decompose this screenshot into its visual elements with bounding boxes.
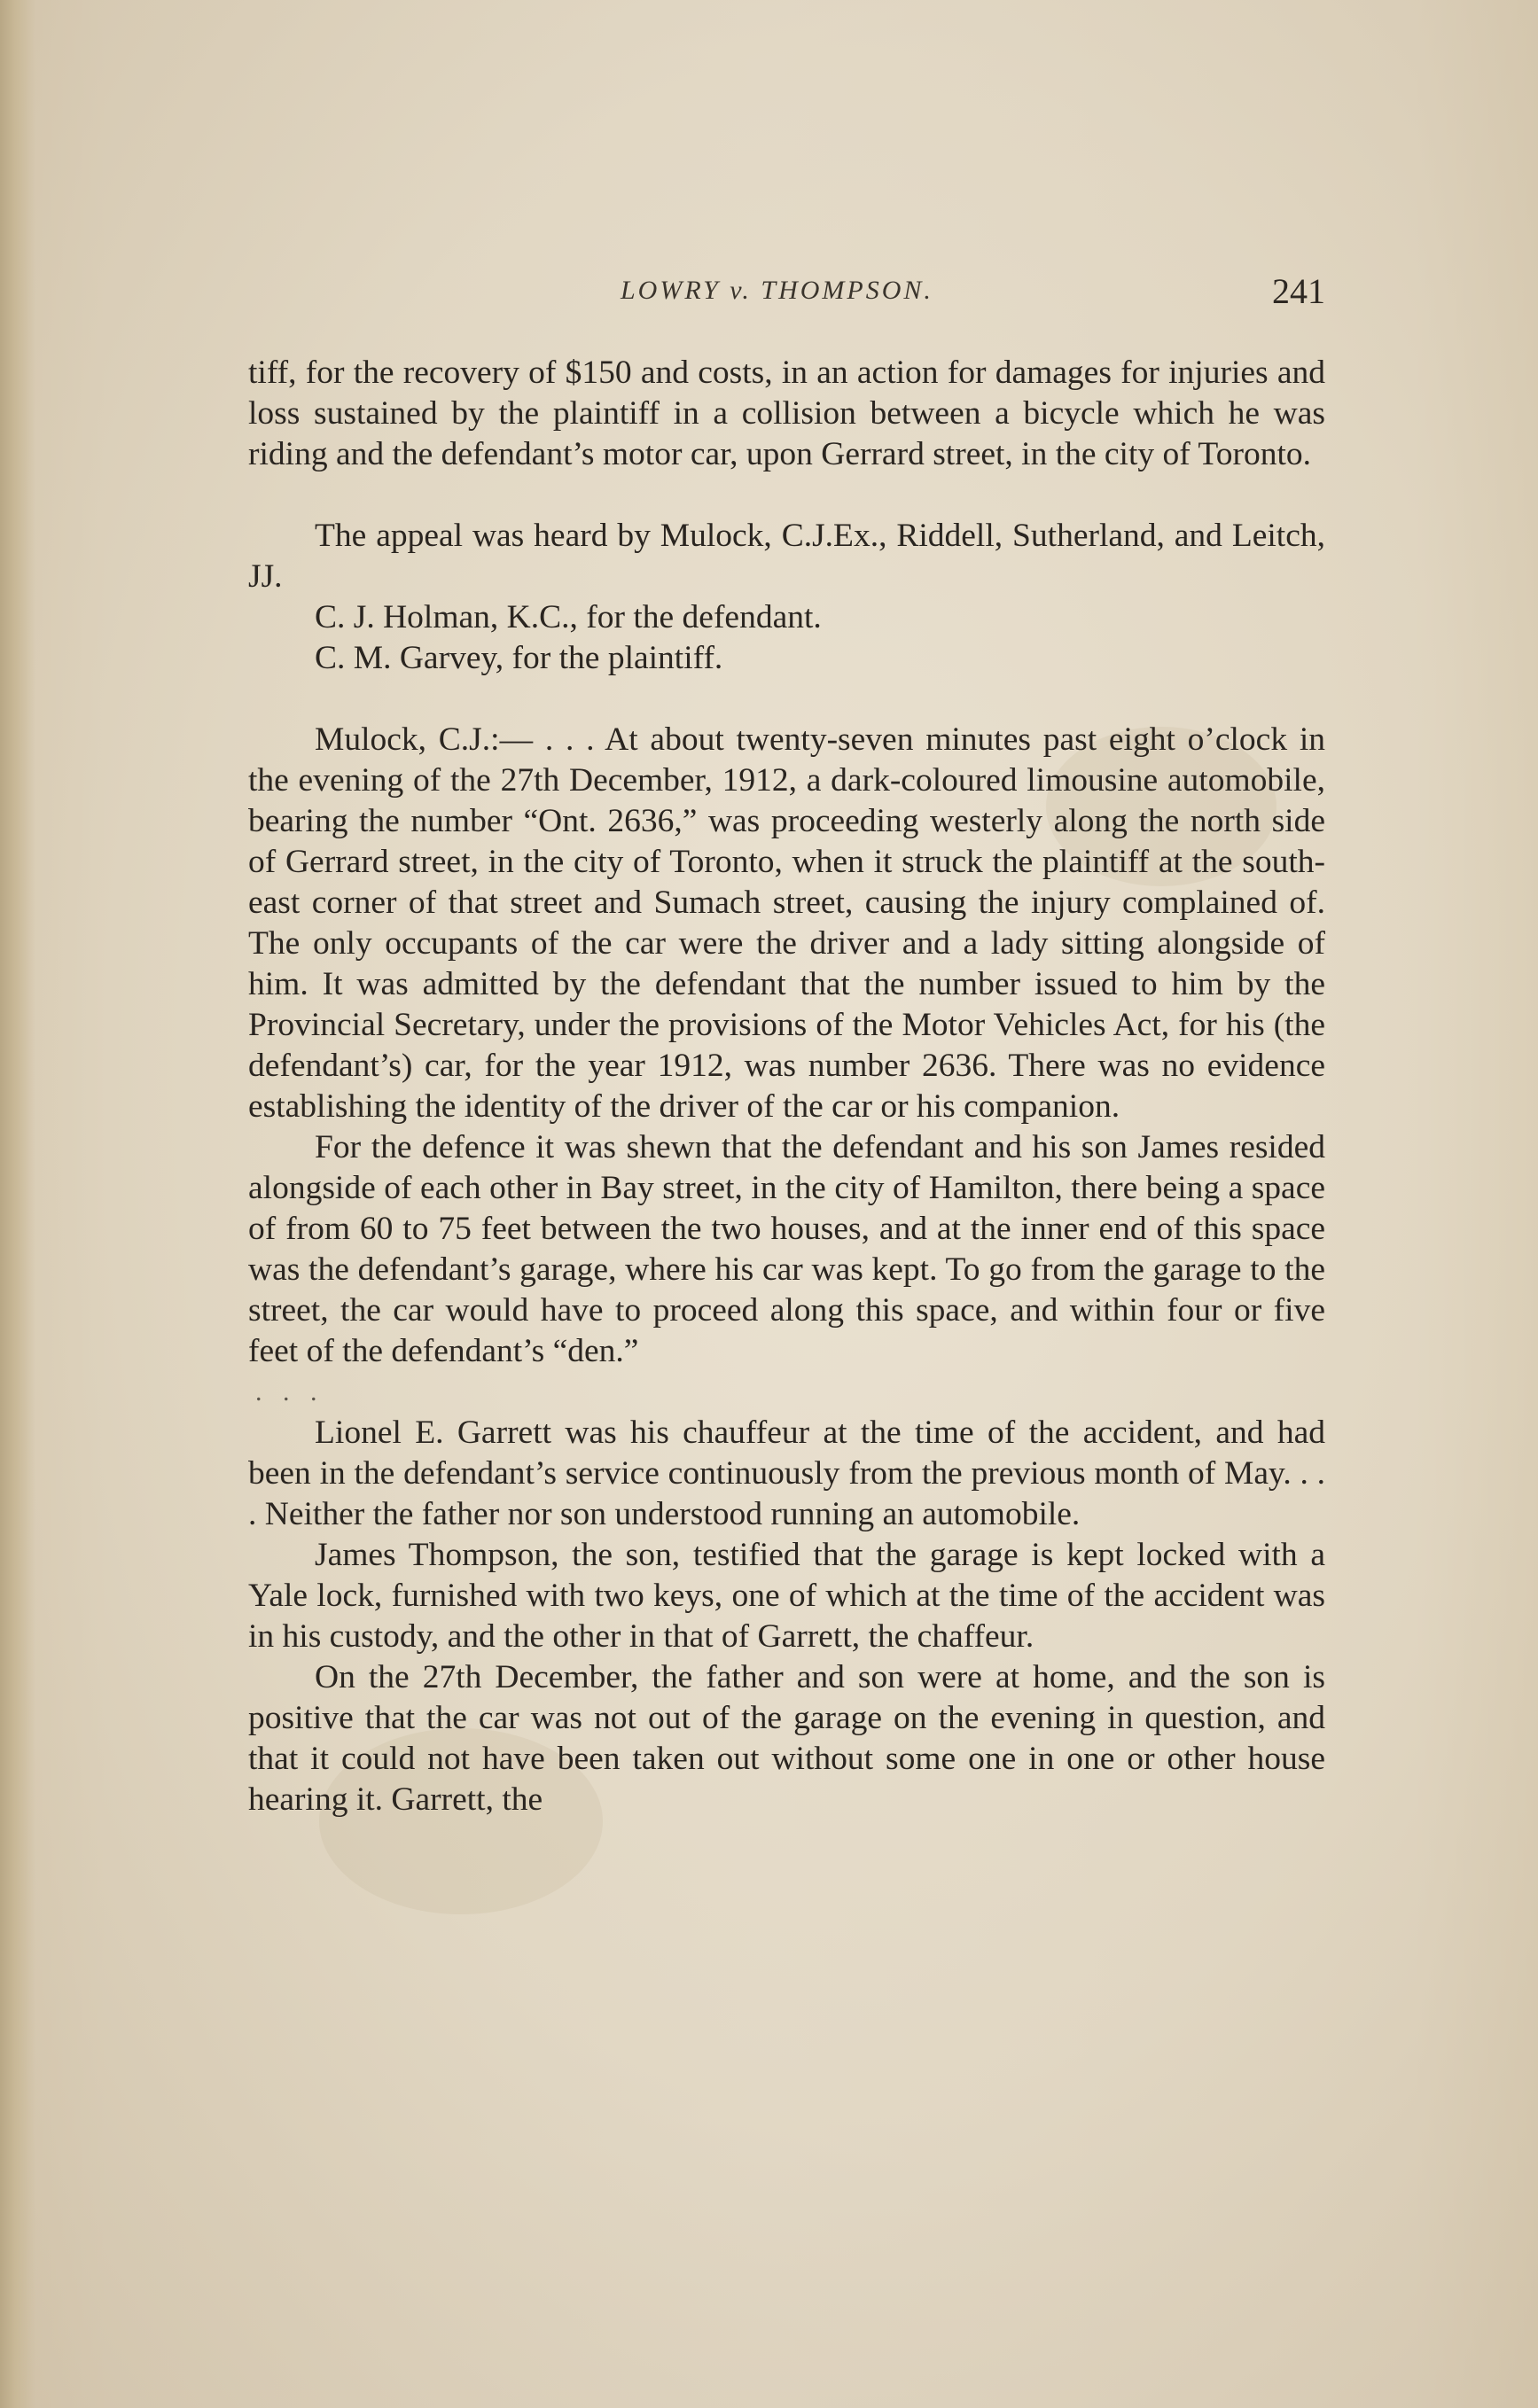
omission-ellipsis: . . . bbox=[255, 1377, 324, 1407]
page-header bbox=[248, 270, 1325, 323]
paragraph-james-testimony: James Thompson, the son, testified that the garage is kept locked with a Yale lock, furnished with two keys, one of which at the time of the accident was in his custody, and the other in that of Garrett, the chaffeur. bbox=[248, 1537, 1325, 1655]
paragraph-counsel-plaintiff: C. M. Garvey, for the plaintiff. bbox=[315, 640, 723, 676]
paragraph-chauffeur: Lionel E. Garrett was his chauffeur at the time of the accident, and had been in the defendant’s service continuously from the previous month of May. . . . Neither the father nor son understood running an automobile. bbox=[248, 1414, 1325, 1532]
paragraph-judgment-opening: Mulock, C.J.:— . . . At about twenty-seven minutes past eight o’clock in the evening of the 27th December, 1912, a dark-coloured limousine automobile, bearing the number “Ont. 2636,” was proceeding westerly along the north side of Gerrard street, in the city of Toronto, when it struck the plaintiff at the south-east corner of that street and Sumach street, causing the injury complained of. The only occupants of the car were the driver and a lady sitting alongside of him. It was admitted by the defendant that the number issued to him by the Provincial Secretary, under the provisions of the Motor Vehicles Act, for his (the defendant’s) car, for the year 1912, was number 2636. There was no evidence establishing the identity of the driver of the car or his companion. bbox=[248, 721, 1325, 1125]
running-title: LOWRY v. THOMPSON. bbox=[621, 276, 933, 305]
paragraph-appeal-heard: The appeal was heard by Mulock, C.J.Ex., Riddell, Sutherland, and Leitch, JJ. bbox=[248, 518, 1325, 595]
page-body bbox=[248, 353, 1325, 1820]
paragraph-defence-evidence: For the defence it was shewn that the defendant and his son James resided alongside of each other in Bay street, in the city of Hamilton, there being a space of from 60 to 75 feet between the two houses, and at the inner end of this space was the defendant’s garage, where his car was kept. To go from the garage to the street, the car would have to proceed along this space, and within four or five feet of the defendant’s “den.” bbox=[248, 1129, 1325, 1369]
paragraph-case-summary: tiff, for the recovery of $150 and costs, in an action for damages for injuries and loss sustained by the plaintiff in a collision between a bicycle which he was riding and the defendant’s motor car, upon Gerrard street, in the city of Toronto. bbox=[248, 355, 1325, 472]
paragraph-december-evening: On the 27th December, the father and son were at home, and the son is positive that the car was not out of the garage on the evening in question, and that it could not have been taken out without some one in one or other house hearing it. Garrett, the bbox=[248, 1659, 1325, 1818]
page-number: 241 bbox=[1272, 271, 1325, 311]
paragraph-counsel-defendant: C. J. Holman, K.C., for the defendant. bbox=[315, 599, 822, 635]
page-gutter-shadow bbox=[0, 0, 35, 2408]
